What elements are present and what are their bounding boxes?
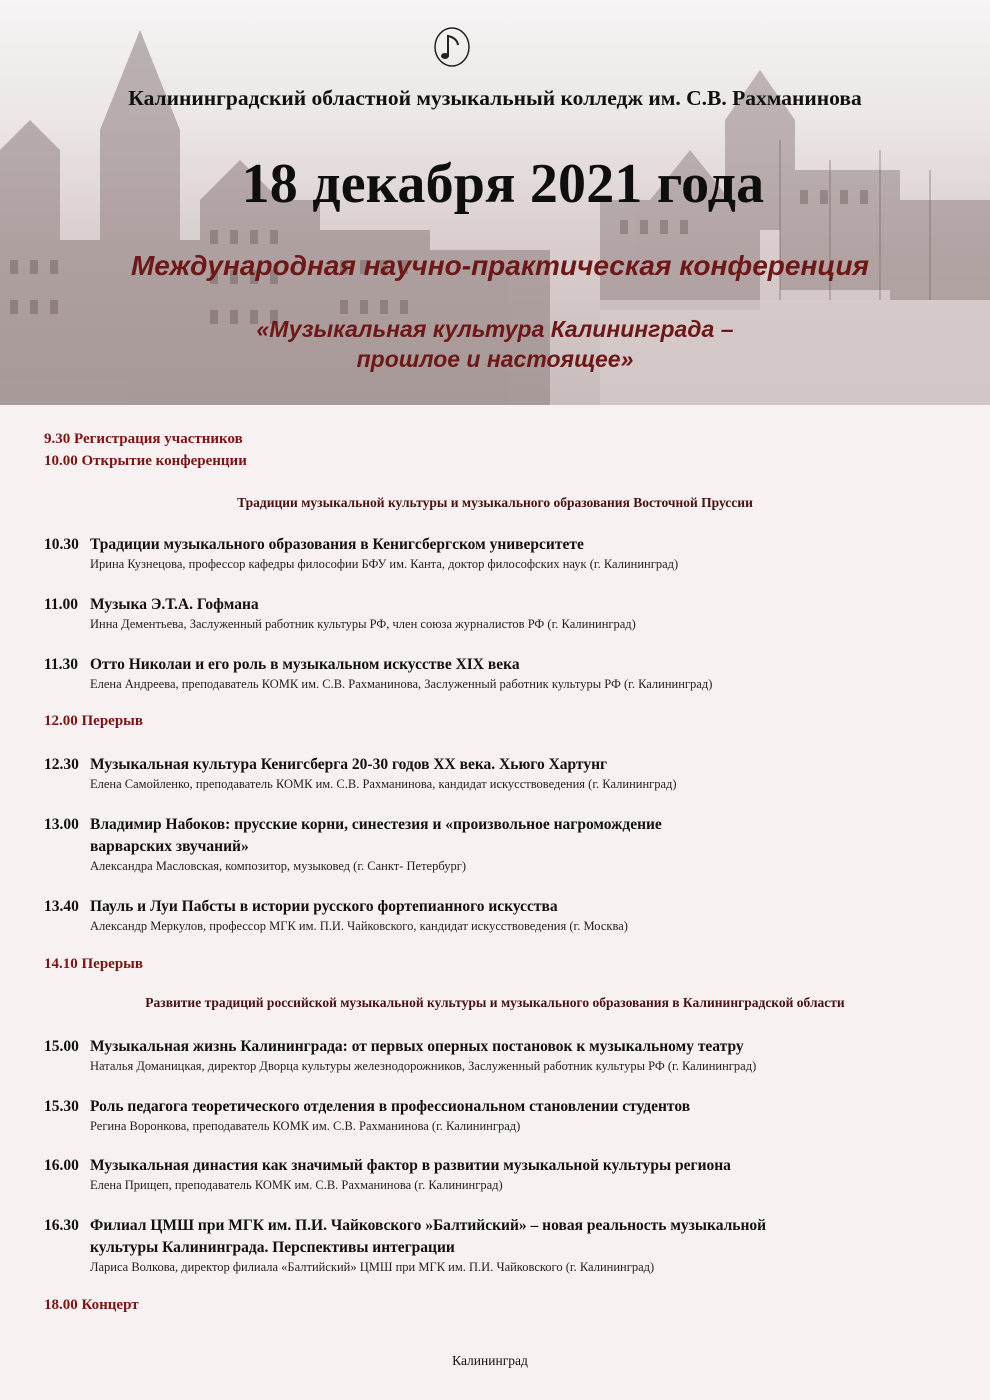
talk-speaker: Ирина Кузнецова, профессор кафедры философии БФУ им. Канта, доктор философских наук (г. Калининград): [90, 557, 679, 571]
talk-item: [44, 1096, 690, 1135]
talk-title-continuation: культуры Калининграда. Перспективы интеграции: [90, 1239, 455, 1256]
section-title-1: Традиции музыкальной культуры и музыкального образования Восточной Пруссии: [237, 495, 753, 510]
talk-speaker: Елена Самойленко, преподаватель КОМК им. С.В. Рахманинова, кандидат искусствоведения (г. Калининград): [90, 777, 677, 791]
talk-item: [44, 594, 636, 633]
talk-time: 11.30: [44, 656, 79, 673]
talk-speaker: Александра Масловская, композитор, музыковед (г. Санкт- Петербург): [90, 859, 467, 873]
talk-title: Музыка Э.Т.А. Гофмана: [90, 596, 259, 613]
talk-time: 16.00: [44, 1157, 79, 1174]
talk-item: [44, 896, 628, 935]
talk-title: Музыкальная династия как значимый фактор в развитии музыкальной культуры региона: [90, 1157, 731, 1174]
conference-name-line1: «Музыкальная культура Калининграда –: [256, 316, 734, 342]
break-item: 12.00 Перерыв: [44, 713, 143, 729]
conference-type: Международная научно-практическая конференция: [130, 250, 870, 281]
talk-title: Владимир Набоков: прусские корни, синестезия и «произвольное нагромождение: [90, 816, 662, 833]
talk-speaker: Инна Дементьева, Заслуженный работник культуры РФ, член союза журналистов РФ (г. Калининград): [90, 617, 636, 631]
talk-title: Роль педагога теоретического отделения в профессиональном становлении студентов: [90, 1098, 691, 1115]
event-date: 18 декабря 2021 года: [241, 153, 765, 215]
opening-item: 10.00 Открытие конференции: [44, 453, 247, 469]
talk-time: 13.00: [44, 816, 79, 833]
concert-item: 18.00 Концерт: [44, 1297, 139, 1313]
talk-speaker: Елена Прищеп, преподаватель КОМК им. С.В. Рахманинова (г. Калининград): [90, 1178, 503, 1192]
talk-title: Филиал ЦМШ при МГК им. П.И. Чайковского »Балтийский» – новая реальность музыкальной: [90, 1217, 767, 1234]
talk-time: 11.00: [44, 596, 79, 613]
talk-speaker: Регина Воронкова, преподаватель КОМК им. С.В. Рахманинова (г. Калининград): [90, 1119, 521, 1133]
talk-speaker: Александр Меркулов, профессор МГК им. П.И. Чайковского, кандидат искусствоведения (г. Москва): [90, 919, 628, 933]
talk-speaker: Наталья Доманицкая, директор Дворца культуры железнодорожников, Заслуженный работник культуры РФ (г. Калининград): [90, 1059, 757, 1073]
talk-item: [44, 754, 677, 793]
talk-item: [44, 1036, 756, 1075]
talk-title-continuation: варварских звучаний»: [90, 838, 249, 855]
talk-item: [44, 814, 662, 875]
talk-item: [44, 654, 712, 693]
talk-item: [44, 534, 678, 573]
talk-time: 15.30: [44, 1098, 79, 1115]
talk-time: 10.30: [44, 536, 79, 553]
footer-city: Калининград: [452, 1353, 528, 1368]
talk-title: Традиции музыкального образования в Кенигсбергском университете: [90, 536, 584, 553]
conference-name-line2: прошлое и настоящее»: [356, 346, 634, 372]
talk-time: 13.40: [44, 898, 79, 915]
talk-title: Отто Николаи и его роль в музыкальном искусстве XIX века: [90, 656, 520, 673]
break-item: 14.10 Перерыв: [44, 956, 143, 972]
talk-title: Музыкальная культура Кенигсберга 20-30 годов XX века. Хьюго Хартунг: [90, 756, 608, 773]
talk-title: Пауль и Луи Пабсты в истории русского фортепианного искусства: [90, 898, 558, 915]
talk-time: 15.00: [44, 1038, 79, 1055]
section-title-2: Развитие традиций российской музыкальной культуры и музыкального образования в Калининградской области: [145, 995, 845, 1010]
talk-title: Музыкальная жизнь Калининграда: от первых оперных постановок к музыкальному театру: [90, 1038, 744, 1055]
talk-item: [44, 1155, 731, 1194]
college-name: Калининградский областной музыкальный колледж им. С.В. Рахманинова: [128, 86, 862, 110]
talk-time: 12.30: [44, 756, 79, 773]
talk-speaker: Лариса Волкова, директор филиала «Балтийский» ЦМШ при МГК им. П.И. Чайковского (г. Калининград): [90, 1260, 655, 1274]
talk-speaker: Елена Андреева, преподаватель КОМК им. С.В. Рахманинова, Заслуженный работник культуры РФ (г. Калининград): [90, 677, 713, 691]
talk-time: 16.30: [44, 1217, 79, 1234]
talk-item: [44, 1215, 766, 1276]
registration-item: 9.30 Регистрация участников: [44, 431, 243, 447]
